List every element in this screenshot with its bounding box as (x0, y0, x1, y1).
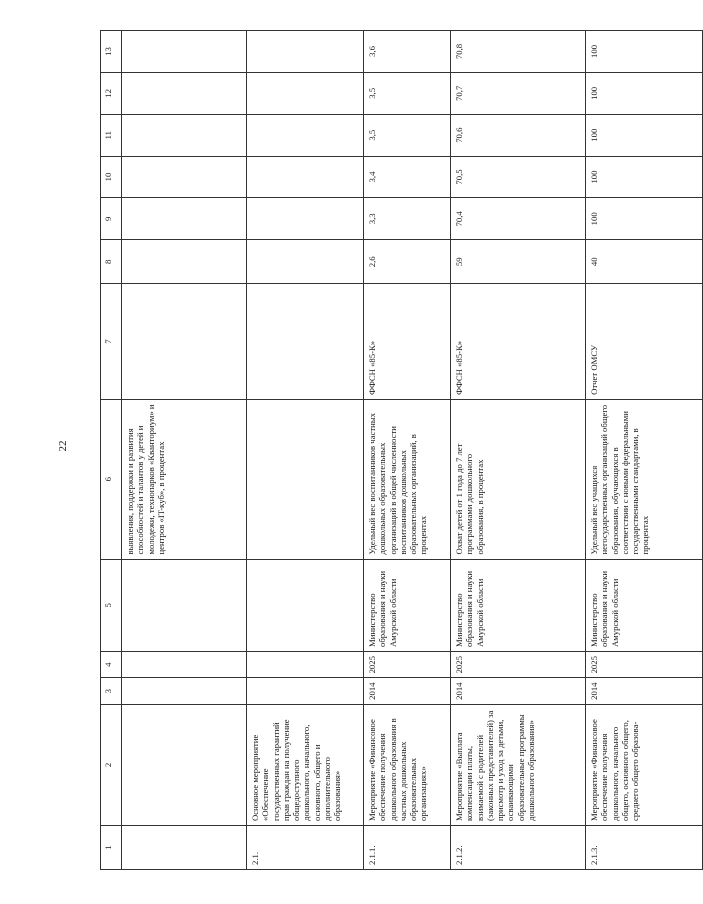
table-row (122, 31, 247, 870)
table-cell: 3,4 (364, 156, 451, 198)
table-cell (247, 240, 364, 284)
table-cell: 2.1.3. (586, 825, 703, 869)
table-cell: 2025 (364, 652, 451, 678)
table-cell (122, 284, 247, 400)
table-cell: 2025 (451, 652, 586, 678)
table-cell: 100 (586, 31, 703, 73)
table-row (364, 31, 451, 870)
header-row (101, 31, 122, 870)
header-cell: 4 (101, 652, 122, 678)
header-cell: 3 (101, 678, 122, 704)
table-cell (247, 156, 364, 198)
table-cell: Удельный вес учащихся негосударственных организаций общего образования, обучающихся в соответствии с новыми федеральными государственными стандартами, в процентах (586, 399, 703, 559)
table-cell: 2014 (451, 678, 586, 704)
table-cell: 3,6 (364, 31, 451, 73)
header-cell: 8 (101, 240, 122, 284)
table-cell (122, 704, 247, 825)
header-cell: 10 (101, 156, 122, 198)
page-number: 22 (57, 440, 69, 452)
table-cell: 3,5 (364, 114, 451, 156)
table-cell (247, 284, 364, 400)
table-row (451, 31, 586, 870)
table-cell: выявления, поддержки и развития способностей и талантов у детей и молодежи, технопарков «Кванториум» и центров «IT-куб», в процентах (122, 399, 247, 559)
table-row (586, 31, 703, 870)
table-cell (122, 156, 247, 198)
header-cell: 9 (101, 198, 122, 240)
header-cell: 2 (101, 704, 122, 825)
table-cell (247, 198, 364, 240)
table-cell: 3,3 (364, 198, 451, 240)
table-cell: Мероприятие «Финансовое обеспечение получения дошкольного образования в частных дошкольных образовательных организациях» (364, 704, 451, 825)
table-cell: 2014 (586, 678, 703, 704)
table-cell: 2,6 (364, 240, 451, 284)
table-cell (122, 678, 247, 704)
table-cell: 70,7 (451, 72, 586, 114)
table-cell: 70,5 (451, 156, 586, 198)
table-cell: Охват детей от 1 года до 7 лет программами дошкольного образования, в процентах (451, 399, 586, 559)
table-cell: 100 (586, 198, 703, 240)
header-cell: 6 (101, 399, 122, 559)
table-cell: 2025 (586, 652, 703, 678)
table-cell: 2.1.1. (364, 825, 451, 869)
table-cell: 100 (586, 72, 703, 114)
table-cell (122, 825, 247, 869)
table-cell (122, 559, 247, 651)
table-cell (122, 31, 247, 73)
table-cell: Удельный вес воспитанников частных дошкольных образовательных организаций в общей численности воспитанников дошкольных образовательных организаций, в процентах (364, 399, 451, 559)
table-cell (247, 31, 364, 73)
header-cell: 12 (101, 72, 122, 114)
table-cell (247, 678, 364, 704)
table-cell (247, 559, 364, 651)
header-cell: 13 (101, 31, 122, 73)
table-cell (122, 114, 247, 156)
table-cell: 2014 (364, 678, 451, 704)
table-cell (122, 240, 247, 284)
table-cell: 3,5 (364, 72, 451, 114)
table-cell (122, 652, 247, 678)
table-cell: 59 (451, 240, 586, 284)
table-cell (122, 198, 247, 240)
table-cell: Министерство образования и науки Амурской области (364, 559, 451, 651)
table-cell (247, 652, 364, 678)
table-cell: 70,6 (451, 114, 586, 156)
table-cell: Отчет ОМСУ (586, 284, 703, 400)
header-cell: 5 (101, 559, 122, 651)
table-cell: Основное мероприятие «Обеспечение государственных гарантий прав граждан на получение общедоступного дошкольного, начального, основного, общего и дополнительного образования» (247, 704, 364, 825)
table-cell (247, 72, 364, 114)
rotated-table-container (100, 30, 651, 870)
table-cell: 40 (586, 240, 703, 284)
table-cell: 2.1. (247, 825, 364, 869)
header-cell: 11 (101, 114, 122, 156)
table-cell: 70,8 (451, 31, 586, 73)
table-cell: 70,4 (451, 198, 586, 240)
table-cell (247, 399, 364, 559)
table-cell: Мероприятие «Финансовое обеспечение получения дошкольного, начального общего, основного общего, среднего общего образова- (586, 704, 703, 825)
table-cell: Мероприятие «Выплата компенсации платы, взимаемой с родителей (законных представителей) за присмотр и уход за детьми, осваивающими образовательные программы дошкольного образования» (451, 704, 586, 825)
table-cell: Министерство образования и науки Амурской области (451, 559, 586, 651)
header-cell: 7 (101, 284, 122, 400)
program-table (100, 30, 703, 870)
table-cell: 2.1.2. (451, 825, 586, 869)
table-cell: ФФСН «85-К» (451, 284, 586, 400)
header-cell: 1 (101, 825, 122, 869)
table-cell (247, 114, 364, 156)
table-cell: 100 (586, 114, 703, 156)
table-cell: 100 (586, 156, 703, 198)
table-cell: Министерство образования и науки Амурской области (586, 559, 703, 651)
table-row (247, 31, 364, 870)
table-cell (122, 72, 247, 114)
table-cell: ФФСН «85-К» (364, 284, 451, 400)
